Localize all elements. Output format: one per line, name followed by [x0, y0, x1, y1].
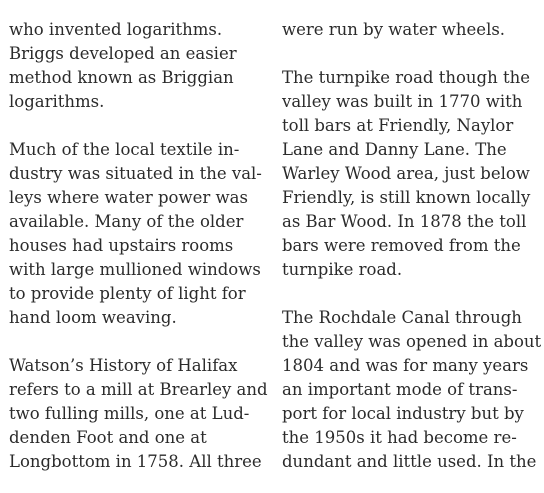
- text-line: the 1950s it had become re-: [282, 428, 517, 447]
- text-line: denden Foot and one at: [9, 428, 207, 447]
- text-line: toll bars at Friendly, Naylor: [282, 116, 514, 135]
- paragraph-turnpike-road: [282, 66, 544, 282]
- text-line: The Rochdale Canal through: [282, 308, 522, 327]
- right-column: [282, 18, 544, 493]
- left-column: [9, 18, 271, 493]
- text-line: 1804 and was for many years: [282, 356, 529, 375]
- text-line: dundant and little used. In the: [282, 452, 537, 471]
- text-line: hand loom weaving.: [9, 308, 177, 327]
- text-line: Lane and Danny Lane. The: [282, 140, 507, 159]
- text-line: with large mullioned windows: [9, 260, 261, 279]
- text-line: The turnpike road though the: [282, 68, 530, 87]
- text-line: logarithms.: [9, 92, 105, 111]
- text-line: leys where water power was: [9, 188, 248, 207]
- paragraph-water-wheels: [282, 18, 544, 42]
- text-line: an important mode of trans-: [282, 380, 518, 399]
- text-line: Much of the local textile in-: [9, 140, 240, 159]
- paragraph-textile-industry: [9, 138, 271, 330]
- text-line: method known as Briggian: [9, 68, 234, 87]
- paragraph-watsons-history: [9, 354, 271, 474]
- text-line: Briggs developed an easier: [9, 44, 237, 63]
- text-line: Longbottom in 1758. All three: [9, 452, 262, 471]
- paragraph-logarithms: [9, 18, 271, 114]
- text-line: Friendly, is still known locally: [282, 188, 531, 207]
- text-line: Watson’s History of Halifax: [9, 356, 238, 375]
- text-line: were run by water wheels.: [282, 20, 506, 39]
- text-line: port for local industry but by: [282, 404, 524, 423]
- text-line: bars were removed from the: [282, 236, 521, 255]
- text-line: refers to a mill at Brearley and: [9, 380, 268, 399]
- text-line: the valley was opened in about: [282, 332, 542, 351]
- text-line: two fulling mills, one at Lud-: [9, 404, 250, 423]
- text-line: who invented logarithms.: [9, 20, 223, 39]
- text-line: valley was built in 1770 with: [282, 92, 523, 111]
- paragraph-rochdale-canal: [282, 306, 544, 474]
- text-line: houses had upstairs rooms: [9, 236, 234, 255]
- text-line: turnpike road.: [282, 260, 403, 279]
- text-line: as Bar Wood. In 1878 the toll: [282, 212, 527, 231]
- text-line: Warley Wood area, just below: [282, 164, 530, 183]
- text-line: available. Many of the older: [9, 212, 244, 231]
- text-line: to provide plenty of light for: [9, 284, 246, 303]
- text-line: dustry was situated in the val-: [9, 164, 262, 183]
